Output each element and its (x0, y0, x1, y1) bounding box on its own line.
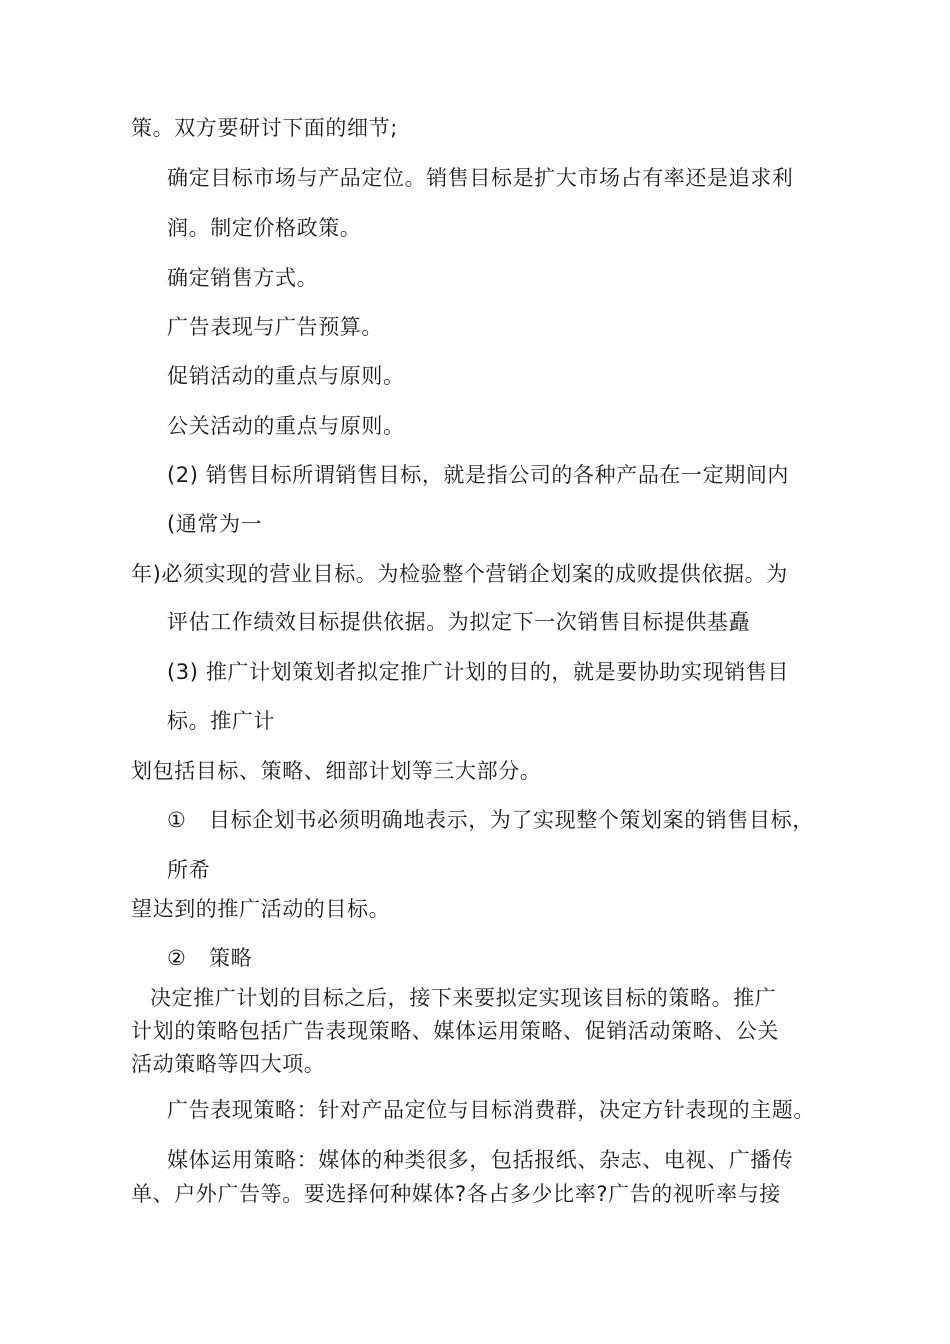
text-line: 媒体运用策略：媒体的种类很多，包括报纸、杂志、电视、广播传 (167, 1148, 794, 1172)
text-line: 确定销售方式。 (167, 266, 319, 290)
list-item (167, 944, 252, 972)
text-line: 标。推广计 (167, 709, 275, 733)
text-line: 确定目标市场与产品定位。销售目标是扩大市场占有率还是追求利 (167, 166, 794, 190)
text-line: 策略 (209, 946, 253, 970)
text-line: 望达到的推广活动的目标。 (131, 897, 391, 921)
text-line: (2) 销售目标所谓销售目标，就是指公司的各种产品在一定期间内 (167, 463, 790, 487)
text-line: 决定推广计划的目标之后，接下来要拟定实现该目标的策略。推广 (150, 986, 777, 1010)
text-line: 年)必须实现的营业目标。为检验整个营销企划案的成败提供依据。为 (131, 562, 788, 586)
text-line: 公关活动的重点与原则。 (167, 414, 405, 438)
text-line: 评估工作绩效目标提供依据。为拟定下一次销售目标提供基矗 (167, 610, 751, 634)
text-line: 广告表现与广告预算。 (167, 315, 383, 339)
text-line: 润。制定价格政策。 (167, 216, 362, 240)
list-marker: ① (167, 808, 187, 832)
text-line: 促销活动的重点与原则。 (167, 364, 405, 388)
text-line: 活动策略等四大项。 (131, 1052, 326, 1076)
text-line: 单、户外广告等。要选择何种媒体?各占多少比率?广告的视听率与接 (131, 1182, 781, 1206)
text-line: 划包括目标、策略、细部计划等三大部分。 (131, 759, 542, 783)
list-item (167, 806, 814, 834)
text-line: 所希 (167, 858, 211, 882)
text-line: 目标企划书必须明确地表示，为了实现整个策划案的销售目标， (209, 808, 814, 832)
text-line: 计划的策略包括广告表现策略、媒体运用策略、促销活动策略、公关 (131, 1019, 779, 1043)
text-line: 广告表现策略：针对产品定位与目标消费群，决定方针表现的主题。 (167, 1098, 815, 1122)
text-line: 策。双方要研讨下面的细节; (131, 116, 398, 140)
text-line: (3) 推广计划策划者拟定推广计划的目的，就是要协助实现销售目 (167, 660, 790, 684)
text-line: (通常为一 (167, 512, 263, 536)
list-marker: ② (167, 946, 187, 970)
